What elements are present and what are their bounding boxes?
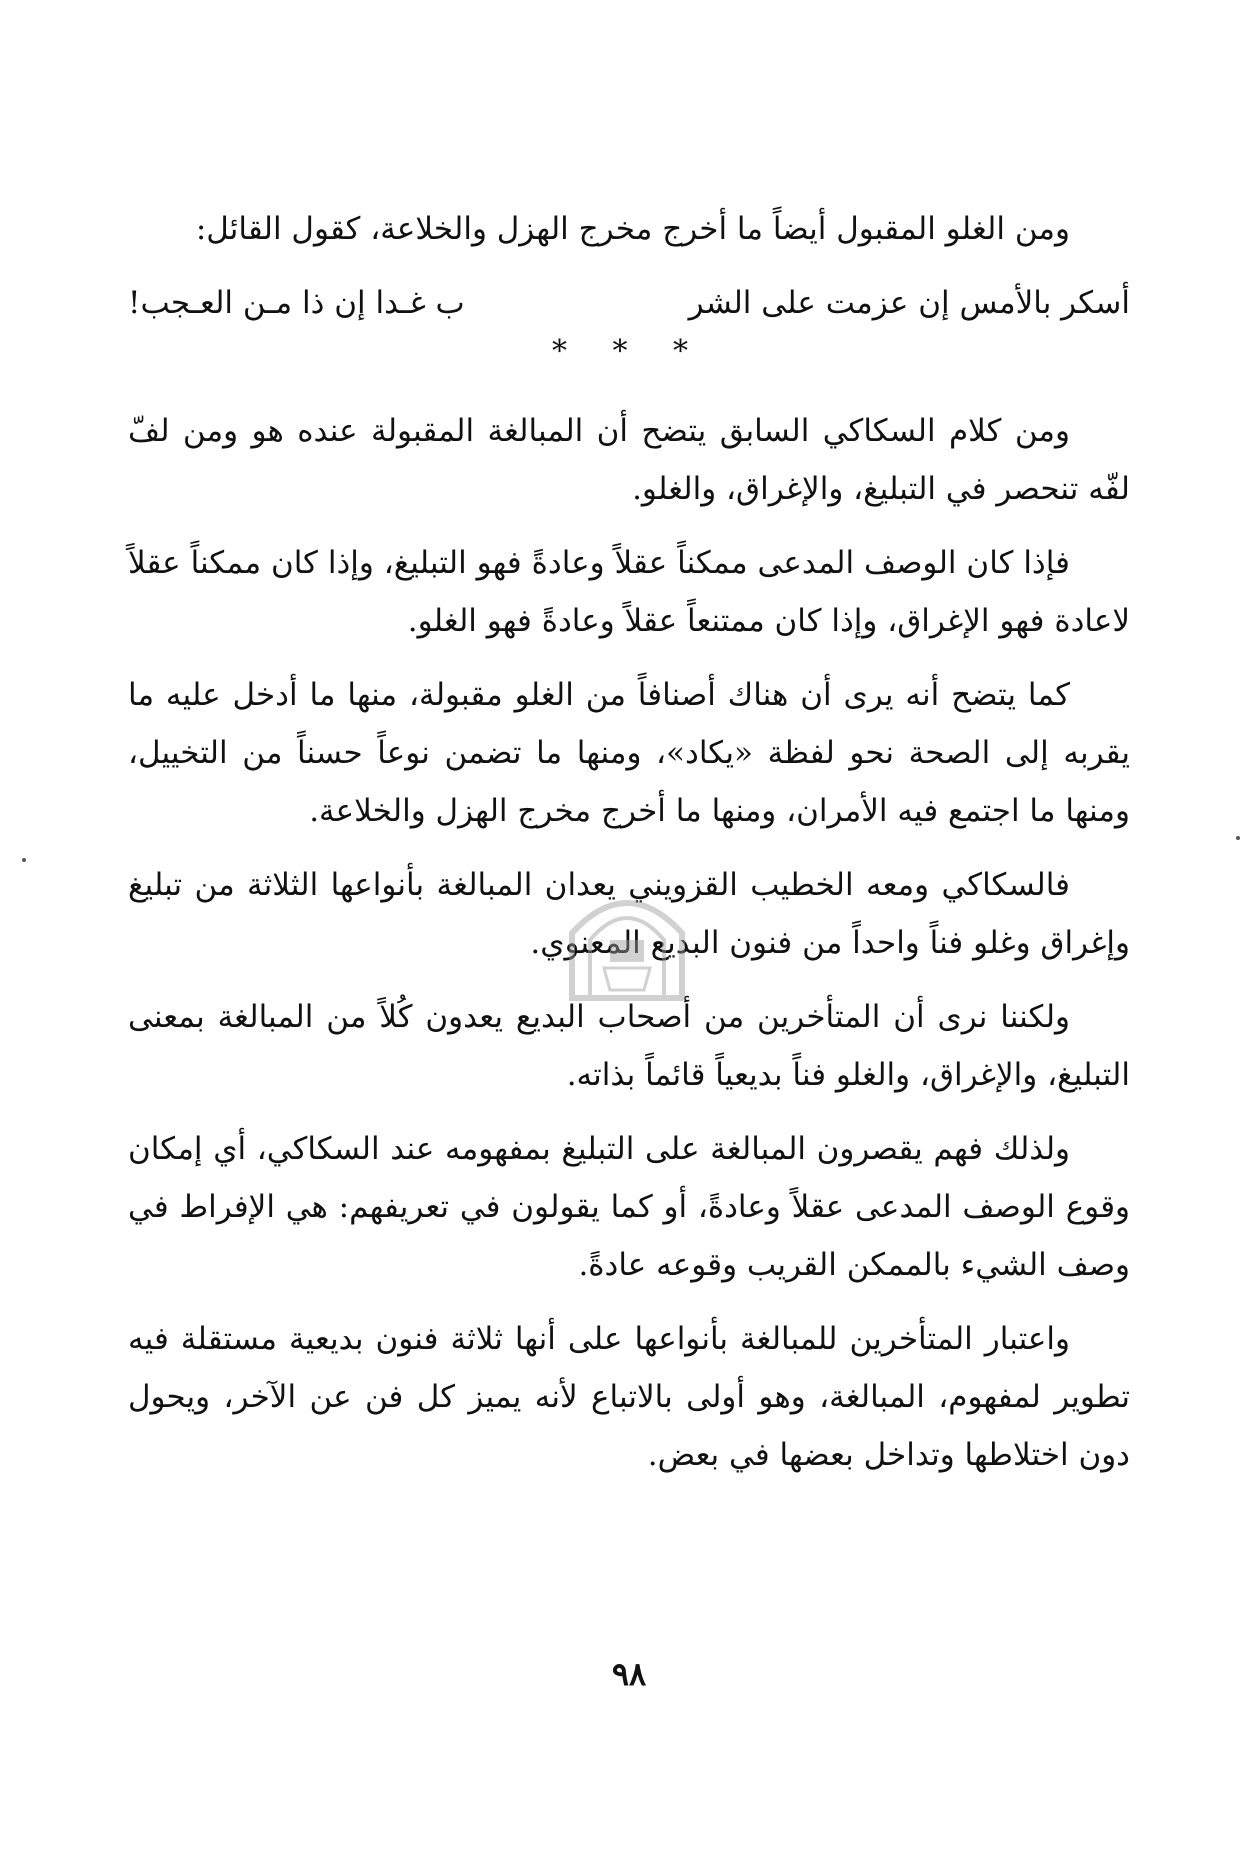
paragraph: ومن كلام السكاكي السابق يتضح أن المبالغة المقبولة عنده هو ومن لفّ لفّه تنحصر في التبليغ، والإغراق، والغلو. bbox=[128, 413, 1130, 507]
paragraph: فإذا كان الوصف المدعى ممكناً عقلاً وعادةً فهو التبليغ، وإذا كان ممكناً عقلاً لاعادة فهو الإغراق، وإذا كان ممتنعاً عقلاً وعادةً فهو الغلو. bbox=[128, 545, 1130, 639]
paragraph: ولكننا نرى أن المتأخرين من أصحاب البديع يعدون كُلاً من المبالغة بمعنى التبليغ، والإغراق، والغلو فناً بديعياً قائماً بذاته. bbox=[128, 999, 1130, 1093]
paragraph: ولذلك فهم يقصرون المبالغة على التبليغ بمفهومه عند السكاكي، أي إمكان وقوع الوصف المدعى عقلاً وعادةً، أو كما يقولون في تعريفهم: هي الإفراط في وصف الشيء بالممكن القريب وقوعه عادةً. bbox=[128, 1131, 1130, 1283]
paragraph: كما يتضح أنه يرى أن هناك أصنافاً من الغلو مقبولة، منها ما أدخل عليه ما يقربه إلى الصحة نحو لفظة «يكاد»، ومنها ما تضمن نوعاً حسناً من التخييل، ومنها ما اجتمع فيه الأمران، ومنها ما أخرج مخرج الهزل والخلاعة. bbox=[128, 677, 1130, 829]
page-number: ٩٨ bbox=[611, 1655, 647, 1693]
poem-verse bbox=[128, 274, 1130, 332]
paragraph-intro: ومن الغلو المقبول أيضاً ما أخرج مخرج الهزل والخلاعة، كقول القائل: bbox=[195, 211, 1070, 247]
page-body bbox=[128, 200, 1130, 1500]
scan-speck bbox=[22, 858, 26, 862]
library-watermark-icon bbox=[552, 878, 702, 1008]
section-separator: * * * bbox=[551, 334, 707, 369]
scan-speck bbox=[1236, 836, 1240, 840]
poem-first-hemistich: أسكر بالأمس إن عزمت على الشر bbox=[688, 285, 1130, 321]
poem-second-hemistich: ب غـدا إن ذا مـن العـجب! bbox=[128, 285, 465, 321]
paragraph: واعتبار المتأخرين للمبالغة بأنواعها على أنها ثلاثة فنون بديعية مستقلة فيه تطوير لمفهوم، المبالغة، وهو أولى بالاتباع لأنه يميز كل فن عن الآخر، ويحول دون اختلاطها وتداخل بعضها في بعض. bbox=[128, 1321, 1130, 1473]
paragraph: فالسكاكي ومعه الخطيب القزويني يعدان المبالغة بأنواعها الثلاثة من تبليغ وإغراق وغلو فناً واحداً من فنون البديع المعنوي. bbox=[128, 867, 1130, 961]
